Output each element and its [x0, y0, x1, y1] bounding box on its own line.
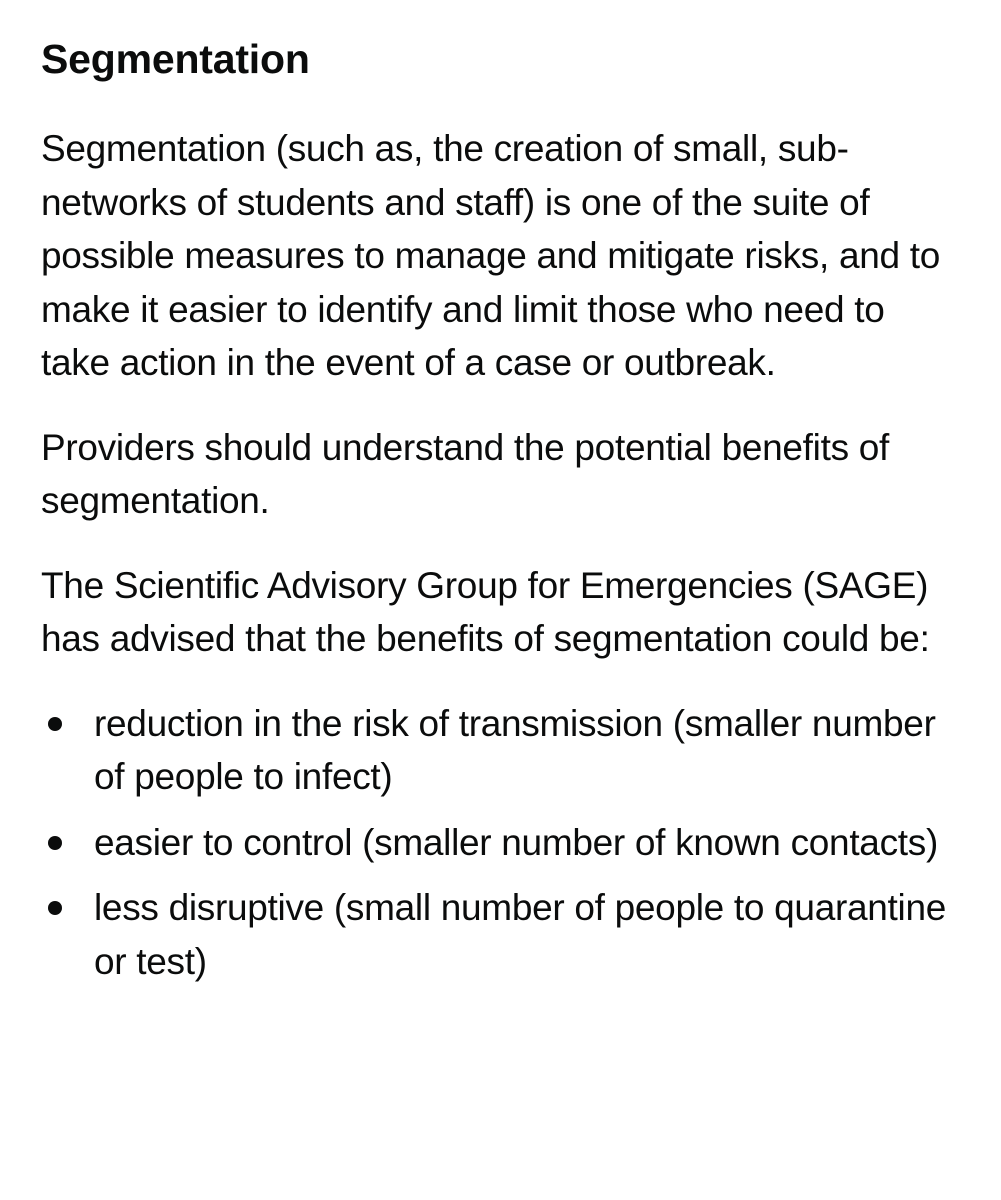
paragraph-providers-benefits: Providers should understand the potential benefits of segmentation. — [41, 426, 890, 521]
list-item-text: easier to control (smaller number of known contacts) — [94, 821, 938, 863]
paragraph-segmentation-definition: Segmentation (such as, the creation of small, sub-networks of students and staff) is one of the suite of possible measures to manage and mitigate risks, and to make it easier to identify and limit those who need to take action in the event of a case or outbreak. — [41, 128, 941, 383]
bullet-icon — [48, 836, 62, 850]
list-item — [41, 697, 961, 804]
benefits-list — [41, 697, 961, 989]
list-item — [41, 881, 961, 988]
list-item — [41, 816, 961, 870]
bullet-icon — [48, 717, 62, 731]
paragraph-sage-advice: The Scientific Advisory Group for Emergencies (SAGE) has advised that the benefits of segmentation could be: — [41, 564, 930, 659]
section-heading: Segmentation — [41, 36, 310, 82]
bullet-icon — [48, 901, 62, 915]
list-item-text: reduction in the risk of transmission (smaller number of people to infect) — [94, 702, 936, 797]
list-item-text: less disruptive (small number of people to quarantine or test) — [94, 887, 947, 982]
